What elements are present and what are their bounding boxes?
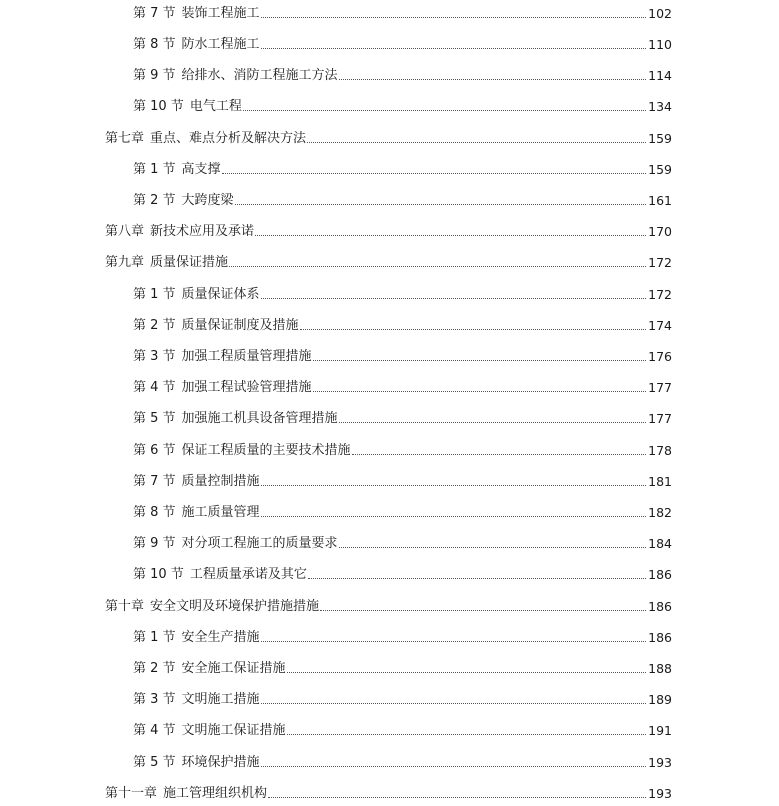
- toc-entry-title: 加强工程试验管理措施: [181, 380, 312, 395]
- dot-leader: [287, 672, 647, 673]
- dot-leader: [300, 329, 647, 330]
- toc-entry-page: 110: [648, 37, 672, 52]
- dot-leader: [261, 48, 647, 49]
- toc-entry[interactable]: [133, 470, 672, 490]
- toc-entry-label: 第 2 节: [133, 193, 176, 208]
- toc-entry-label: 第 5 节: [133, 411, 176, 426]
- toc-entry-page: 176: [648, 349, 672, 364]
- toc-entry[interactable]: [133, 657, 672, 677]
- dot-leader: [313, 360, 647, 361]
- dot-leader: [268, 797, 646, 798]
- toc-entry-page: 102: [648, 6, 672, 21]
- toc-entry-label: 第 4 节: [133, 723, 176, 738]
- toc-entry[interactable]: [133, 688, 672, 708]
- toc-entry[interactable]: [133, 95, 672, 115]
- toc-entry-title: 加强工程质量管理措施: [181, 349, 312, 364]
- dot-leader: [255, 235, 646, 236]
- toc-entry-page: 114: [648, 68, 672, 83]
- toc-entry-page: 134: [648, 99, 672, 114]
- dot-leader: [222, 173, 647, 174]
- toc-entry-page: 172: [648, 287, 672, 302]
- dot-leader: [339, 422, 647, 423]
- dot-leader: [261, 703, 647, 704]
- toc-entry[interactable]: [133, 439, 672, 459]
- toc-entry[interactable]: [133, 563, 672, 583]
- toc-entry-label: 第七章: [105, 131, 145, 146]
- dot-leader: [261, 298, 647, 299]
- toc-entry[interactable]: [133, 64, 672, 84]
- toc-entry-title: 安全生产措施: [181, 630, 260, 645]
- toc-entry[interactable]: [133, 283, 672, 303]
- dot-leader: [320, 610, 646, 611]
- toc-entry-title: 重点、难点分析及解决方法: [150, 131, 307, 146]
- toc-entry-label: 第 1 节: [133, 630, 176, 645]
- toc-entry-label: 第 2 节: [133, 661, 176, 676]
- toc-entry-label: 第 10 节: [133, 99, 184, 114]
- toc-entry-page: 186: [648, 630, 672, 645]
- dot-leader: [352, 454, 647, 455]
- toc-entry-label: 第 8 节: [133, 37, 176, 52]
- toc-entry-label: 第 9 节: [133, 536, 176, 551]
- toc-entry-title: 环境保护措施: [181, 755, 260, 770]
- toc-chapter-entry[interactable]: [105, 782, 672, 802]
- toc-entry-page: 186: [648, 599, 672, 614]
- toc-entry[interactable]: [133, 345, 672, 365]
- toc-entry-label: 第九章: [105, 255, 145, 270]
- toc-entry-title: 新技术应用及承诺: [150, 224, 255, 239]
- toc-entry[interactable]: [133, 751, 672, 771]
- toc-entry-page: 182: [648, 505, 672, 520]
- dot-leader: [261, 17, 647, 18]
- dot-leader: [339, 79, 647, 80]
- toc-entry[interactable]: [133, 407, 672, 427]
- toc-entry-page: 186: [648, 567, 672, 582]
- toc-entry-label: 第十章: [105, 599, 145, 614]
- toc-entry-title: 安全文明及环境保护措施措施: [150, 599, 320, 614]
- toc-entry-page: 177: [648, 411, 672, 426]
- toc-entry-page: 159: [648, 162, 672, 177]
- toc-entry-page: 193: [648, 755, 672, 770]
- toc-chapter-entry[interactable]: [105, 220, 672, 240]
- toc-entry-title: 给排水、消防工程施工方法: [181, 68, 338, 83]
- dot-leader: [261, 516, 647, 517]
- toc-entry-page: 184: [648, 536, 672, 551]
- toc-chapter-entry[interactable]: [105, 595, 672, 615]
- toc-entry-title: 质量保证措施: [150, 255, 229, 270]
- dot-leader: [243, 110, 646, 111]
- dot-leader: [261, 766, 647, 767]
- toc-entry-label: 第 4 节: [133, 380, 176, 395]
- toc-entry-title: 安全施工保证措施: [181, 661, 286, 676]
- toc-entry-label: 第 8 节: [133, 505, 176, 520]
- toc-entry-page: 191: [648, 723, 672, 738]
- toc-entry-label: 第十一章: [105, 786, 158, 801]
- toc-entry-label: 第 2 节: [133, 318, 176, 333]
- dot-leader: [308, 578, 646, 579]
- toc-entry[interactable]: [133, 158, 672, 178]
- dot-leader: [261, 641, 647, 642]
- toc-entry[interactable]: [133, 189, 672, 209]
- toc-chapter-entry[interactable]: [105, 251, 672, 271]
- toc-entry-page: 188: [648, 661, 672, 676]
- toc-entry-label: 第 7 节: [133, 474, 176, 489]
- toc-entry-title: 施工质量管理: [181, 505, 260, 520]
- toc-entry-label: 第 6 节: [133, 443, 176, 458]
- toc-entry-title: 施工管理组织机构: [163, 786, 268, 801]
- toc-entry-title: 质量控制措施: [181, 474, 260, 489]
- toc-entry-title: 保证工程质量的主要技术措施: [181, 443, 351, 458]
- toc-entry-page: 170: [648, 224, 672, 239]
- toc-entry-page: 189: [648, 692, 672, 707]
- toc-entry-title: 工程质量承诺及其它: [189, 567, 307, 582]
- dot-leader: [307, 142, 646, 143]
- toc-entry-title: 文明施工保证措施: [181, 723, 286, 738]
- toc-entry-label: 第 10 节: [133, 567, 184, 582]
- dot-leader: [261, 485, 647, 486]
- dot-leader: [287, 734, 647, 735]
- toc-entry[interactable]: [133, 501, 672, 521]
- toc-entry[interactable]: [133, 314, 672, 334]
- toc-entry-title: 文明施工措施: [181, 692, 260, 707]
- toc-entry-title: 装饰工程施工: [181, 6, 260, 21]
- toc-entry-title: 防水工程施工: [181, 37, 260, 52]
- toc-entry-label: 第八章: [105, 224, 145, 239]
- toc-entry-title: 对分项工程施工的质量要求: [181, 536, 338, 551]
- dot-leader: [339, 547, 647, 548]
- toc-entry-label: 第 3 节: [133, 692, 176, 707]
- toc-entry-page: 181: [648, 474, 672, 489]
- toc-entry-page: 159: [648, 131, 672, 146]
- toc-entry-label: 第 1 节: [133, 162, 176, 177]
- toc-entry-label: 第 7 节: [133, 6, 176, 21]
- toc-entry[interactable]: [133, 376, 672, 396]
- dot-leader: [235, 204, 647, 205]
- toc-entry-label: 第 9 节: [133, 68, 176, 83]
- toc-entry-title: 电气工程: [189, 99, 242, 114]
- toc-entry-page: 174: [648, 318, 672, 333]
- toc-entry[interactable]: [133, 719, 672, 739]
- toc-entry[interactable]: [133, 2, 672, 22]
- toc-entry-page: 172: [648, 255, 672, 270]
- toc-entry-title: 加强施工机具设备管理措施: [181, 411, 338, 426]
- toc-entry[interactable]: [133, 33, 672, 53]
- toc-entry-page: 161: [648, 193, 672, 208]
- dot-leader: [313, 391, 647, 392]
- toc-entry-label: 第 3 节: [133, 349, 176, 364]
- toc-entry-title: 大跨度梁: [181, 193, 234, 208]
- toc-entry-title: 质量保证制度及措施: [181, 318, 299, 333]
- toc-entry-title: 质量保证体系: [181, 287, 260, 302]
- toc-entry-label: 第 5 节: [133, 755, 176, 770]
- toc-entry-page: 177: [648, 380, 672, 395]
- toc-entry-label: 第 1 节: [133, 287, 176, 302]
- toc-entry[interactable]: [133, 626, 672, 646]
- toc-entry-page: 178: [648, 443, 672, 458]
- toc-entry[interactable]: [133, 532, 672, 552]
- toc-chapter-entry[interactable]: [105, 127, 672, 147]
- toc-entry-title: 高支撑: [181, 162, 221, 177]
- dot-leader: [229, 266, 646, 267]
- toc-entry-page: 193: [648, 786, 672, 801]
